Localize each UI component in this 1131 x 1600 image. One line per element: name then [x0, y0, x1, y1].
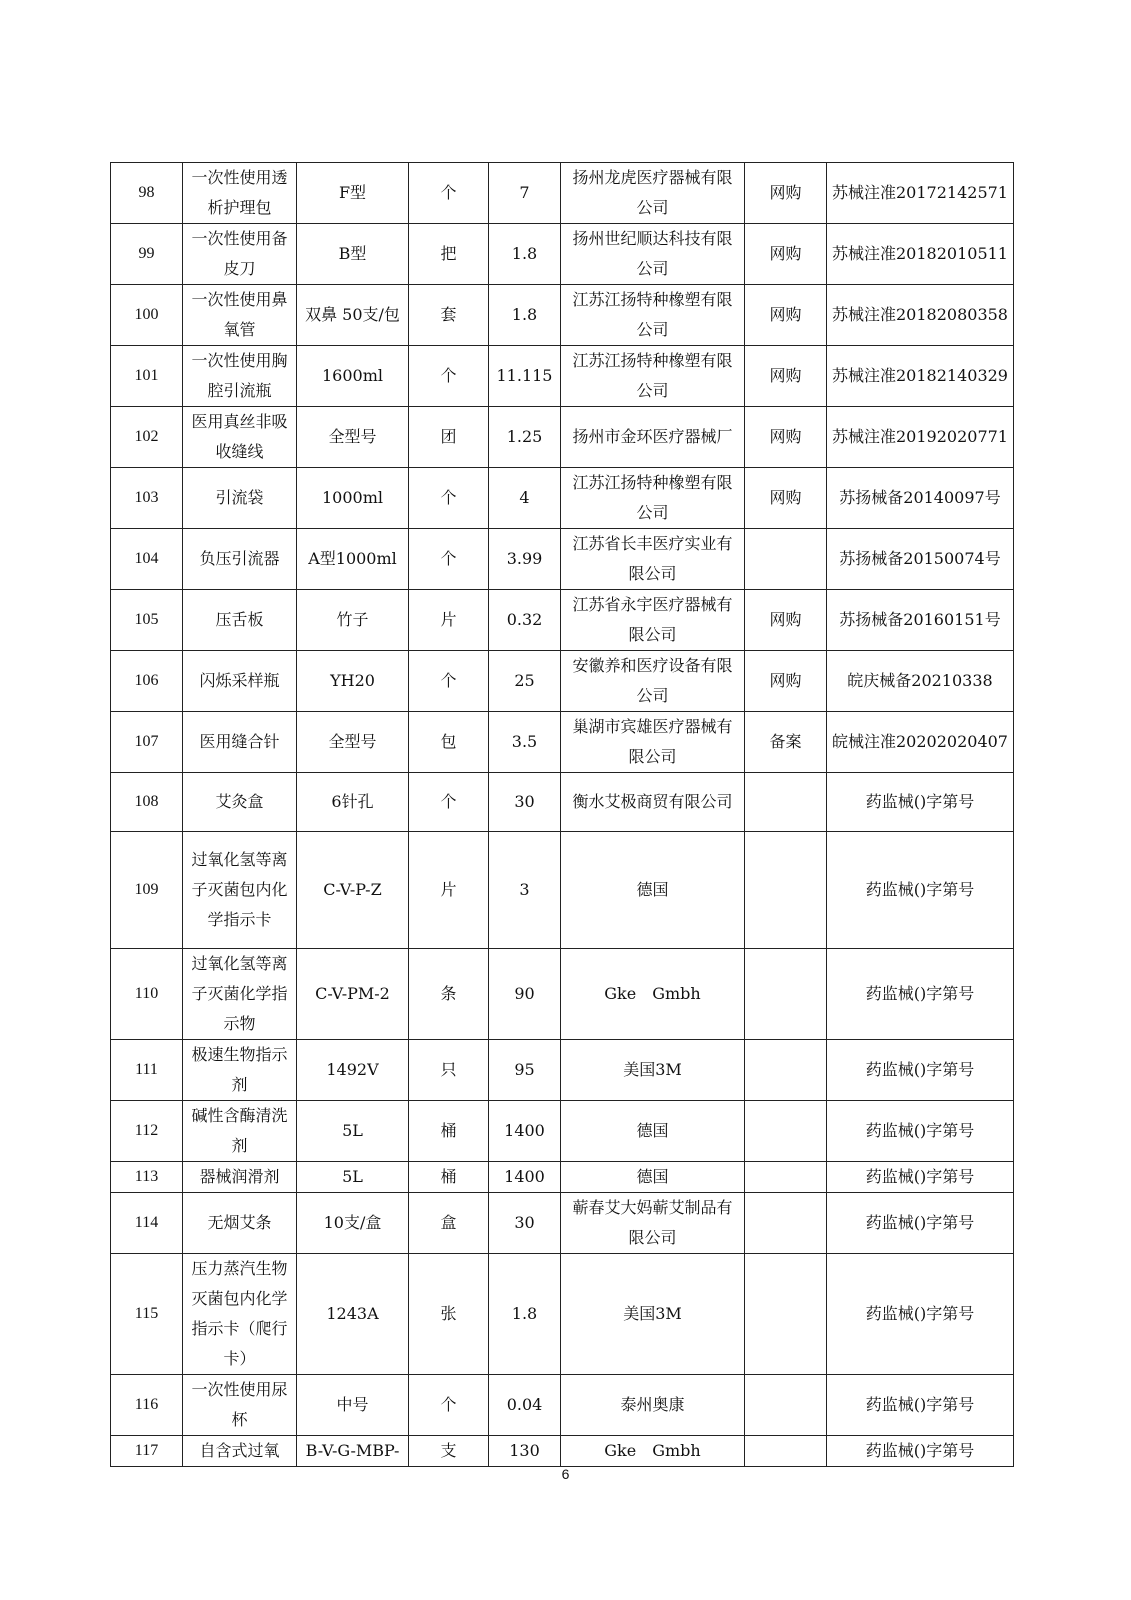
item-price: 11.115 — [489, 346, 561, 407]
item-spec: B型 — [297, 224, 409, 285]
item-unit: 桶 — [409, 1101, 489, 1162]
item-name: 负压引流器 — [183, 529, 297, 590]
item-manufacturer: Gke Gmbh — [561, 949, 745, 1040]
item-channel — [745, 529, 827, 590]
item-price: 30 — [489, 773, 561, 832]
item-name: 自含式过氧 — [183, 1436, 297, 1467]
item-manufacturer: 扬州龙虎医疗器械有限公司 — [561, 163, 745, 224]
item-manufacturer: 扬州世纪顺达科技有限公司 — [561, 224, 745, 285]
item-channel: 网购 — [745, 590, 827, 651]
item-unit: 包 — [409, 712, 489, 773]
item-name: 一次性使用鼻氧管 — [183, 285, 297, 346]
table-row — [111, 346, 1014, 407]
item-registration: 药监械()字第号 — [827, 1162, 1014, 1193]
item-number: 116 — [111, 1375, 183, 1436]
item-unit: 只 — [409, 1040, 489, 1101]
item-manufacturer: 安徽养和医疗设备有限公司 — [561, 651, 745, 712]
item-name: 器械润滑剂 — [183, 1162, 297, 1193]
item-name: 一次性使用备皮刀 — [183, 224, 297, 285]
item-registration: 药监械()字第号 — [827, 949, 1014, 1040]
item-unit: 条 — [409, 949, 489, 1040]
item-name: 极速生物指示剂 — [183, 1040, 297, 1101]
item-channel: 网购 — [745, 224, 827, 285]
item-manufacturer: 美国3M — [561, 1254, 745, 1375]
item-registration: 药监械()字第号 — [827, 1436, 1014, 1467]
item-channel: 网购 — [745, 163, 827, 224]
item-spec: 双鼻 50支/包 — [297, 285, 409, 346]
item-number: 115 — [111, 1254, 183, 1375]
table-row — [111, 1101, 1014, 1162]
item-spec: 1000ml — [297, 468, 409, 529]
item-name: 过氧化氢等离子灭菌包内化学指示卡 — [183, 832, 297, 949]
item-price: 30 — [489, 1193, 561, 1254]
medical-supplies-table — [110, 162, 1014, 1467]
table-row — [111, 712, 1014, 773]
table-row — [111, 773, 1014, 832]
item-price: 1.25 — [489, 407, 561, 468]
item-price: 7 — [489, 163, 561, 224]
item-number: 103 — [111, 468, 183, 529]
table-row — [111, 529, 1014, 590]
item-manufacturer: 扬州市金环医疗器械厂 — [561, 407, 745, 468]
item-price: 0.32 — [489, 590, 561, 651]
table-row — [111, 1436, 1014, 1467]
item-manufacturer: 蕲春艾大妈蕲艾制品有限公司 — [561, 1193, 745, 1254]
item-name: 一次性使用胸腔引流瓶 — [183, 346, 297, 407]
table-row — [111, 1040, 1014, 1101]
item-name: 引流袋 — [183, 468, 297, 529]
item-manufacturer: 美国3M — [561, 1040, 745, 1101]
item-spec: C-V-P-Z — [297, 832, 409, 949]
item-registration: 药监械()字第号 — [827, 832, 1014, 949]
item-registration: 苏械注准20192020771 — [827, 407, 1014, 468]
item-spec: 全型号 — [297, 407, 409, 468]
item-number: 112 — [111, 1101, 183, 1162]
item-name: 闪烁采样瓶 — [183, 651, 297, 712]
item-price: 90 — [489, 949, 561, 1040]
item-channel: 网购 — [745, 468, 827, 529]
item-price: 1400 — [489, 1101, 561, 1162]
item-manufacturer: 泰州奥康 — [561, 1375, 745, 1436]
table-row — [111, 590, 1014, 651]
item-manufacturer: 江苏省永宇医疗器械有限公司 — [561, 590, 745, 651]
item-channel: 网购 — [745, 651, 827, 712]
table-row — [111, 285, 1014, 346]
item-registration: 苏械注准20182140329 — [827, 346, 1014, 407]
item-spec: 6针孔 — [297, 773, 409, 832]
item-channel — [745, 1040, 827, 1101]
item-unit: 个 — [409, 346, 489, 407]
item-registration: 药监械()字第号 — [827, 773, 1014, 832]
item-price: 1.8 — [489, 224, 561, 285]
item-manufacturer: 江苏江扬特种橡塑有限公司 — [561, 285, 745, 346]
item-registration: 苏械注准20172142571 — [827, 163, 1014, 224]
item-spec: 1243A — [297, 1254, 409, 1375]
item-price: 1.8 — [489, 1254, 561, 1375]
item-manufacturer: 德国 — [561, 1162, 745, 1193]
item-registration: 苏扬械备20160151号 — [827, 590, 1014, 651]
item-unit: 个 — [409, 773, 489, 832]
item-channel — [745, 1375, 827, 1436]
item-price: 1400 — [489, 1162, 561, 1193]
item-unit: 桶 — [409, 1162, 489, 1193]
item-unit: 支 — [409, 1436, 489, 1467]
item-number: 110 — [111, 949, 183, 1040]
item-price: 4 — [489, 468, 561, 529]
item-channel: 网购 — [745, 346, 827, 407]
item-channel — [745, 1101, 827, 1162]
item-name: 一次性使用透析护理包 — [183, 163, 297, 224]
item-channel — [745, 773, 827, 832]
item-number: 117 — [111, 1436, 183, 1467]
item-number: 109 — [111, 832, 183, 949]
item-spec: 全型号 — [297, 712, 409, 773]
item-registration: 药监械()字第号 — [827, 1101, 1014, 1162]
item-number: 106 — [111, 651, 183, 712]
item-unit: 套 — [409, 285, 489, 346]
item-channel — [745, 1254, 827, 1375]
table-row — [111, 1193, 1014, 1254]
table-row — [111, 1375, 1014, 1436]
item-manufacturer: 衡水艾极商贸有限公司 — [561, 773, 745, 832]
item-channel: 网购 — [745, 285, 827, 346]
table-row — [111, 1162, 1014, 1193]
item-number: 105 — [111, 590, 183, 651]
table-row — [111, 651, 1014, 712]
item-name: 无烟艾条 — [183, 1193, 297, 1254]
item-manufacturer: 德国 — [561, 1101, 745, 1162]
item-spec: 1492V — [297, 1040, 409, 1101]
table-row — [111, 832, 1014, 949]
item-price: 25 — [489, 651, 561, 712]
item-spec: 竹子 — [297, 590, 409, 651]
item-spec: F型 — [297, 163, 409, 224]
item-price: 3.99 — [489, 529, 561, 590]
item-registration: 药监械()字第号 — [827, 1375, 1014, 1436]
item-price: 0.04 — [489, 1375, 561, 1436]
item-channel — [745, 832, 827, 949]
table-row — [111, 407, 1014, 468]
item-spec: 1600ml — [297, 346, 409, 407]
item-number: 99 — [111, 224, 183, 285]
item-unit: 个 — [409, 651, 489, 712]
item-name: 艾灸盒 — [183, 773, 297, 832]
item-manufacturer: 江苏省长丰医疗实业有限公司 — [561, 529, 745, 590]
item-number: 101 — [111, 346, 183, 407]
item-registration: 皖庆械备20210338 — [827, 651, 1014, 712]
item-spec: A型1000ml — [297, 529, 409, 590]
item-name: 压力蒸汽生物灭菌包内化学指示卡（爬行卡） — [183, 1254, 297, 1375]
page-number: 6 — [561, 1466, 570, 1482]
item-registration: 苏械注准20182080358 — [827, 285, 1014, 346]
item-price: 3 — [489, 832, 561, 949]
item-name: 医用真丝非吸收缝线 — [183, 407, 297, 468]
item-unit: 个 — [409, 529, 489, 590]
item-channel: 备案 — [745, 712, 827, 773]
item-price: 1.8 — [489, 285, 561, 346]
item-registration: 皖械注准20202020407 — [827, 712, 1014, 773]
item-number: 107 — [111, 712, 183, 773]
item-name: 碱性含酶清洗剂 — [183, 1101, 297, 1162]
item-unit: 片 — [409, 832, 489, 949]
item-name: 一次性使用尿杯 — [183, 1375, 297, 1436]
item-price: 130 — [489, 1436, 561, 1467]
item-number: 111 — [111, 1040, 183, 1101]
item-spec: 5L — [297, 1101, 409, 1162]
item-price: 95 — [489, 1040, 561, 1101]
item-spec: 10支/盒 — [297, 1193, 409, 1254]
table-row — [111, 468, 1014, 529]
item-name: 医用缝合针 — [183, 712, 297, 773]
item-number: 108 — [111, 773, 183, 832]
item-unit: 个 — [409, 163, 489, 224]
item-registration: 苏扬械备20150074号 — [827, 529, 1014, 590]
item-unit: 个 — [409, 468, 489, 529]
item-channel: 网购 — [745, 407, 827, 468]
item-channel — [745, 1193, 827, 1254]
item-registration: 药监械()字第号 — [827, 1254, 1014, 1375]
item-spec: 中号 — [297, 1375, 409, 1436]
item-number: 113 — [111, 1162, 183, 1193]
item-channel — [745, 1162, 827, 1193]
table-row — [111, 224, 1014, 285]
table-body — [111, 163, 1014, 1467]
item-name: 过氧化氢等离子灭菌化学指示物 — [183, 949, 297, 1040]
item-spec: 5L — [297, 1162, 409, 1193]
item-unit: 张 — [409, 1254, 489, 1375]
item-registration: 苏扬械备20140097号 — [827, 468, 1014, 529]
item-manufacturer: 江苏江扬特种橡塑有限公司 — [561, 346, 745, 407]
item-manufacturer: 德国 — [561, 832, 745, 949]
item-spec: B-V-G-MBP- — [297, 1436, 409, 1467]
item-number: 102 — [111, 407, 183, 468]
item-unit: 片 — [409, 590, 489, 651]
item-channel — [745, 1436, 827, 1467]
item-number: 100 — [111, 285, 183, 346]
item-manufacturer: Gke Gmbh — [561, 1436, 745, 1467]
item-registration: 药监械()字第号 — [827, 1193, 1014, 1254]
item-name: 压舌板 — [183, 590, 297, 651]
item-registration: 药监械()字第号 — [827, 1040, 1014, 1101]
item-price: 3.5 — [489, 712, 561, 773]
item-unit: 个 — [409, 1375, 489, 1436]
item-number: 98 — [111, 163, 183, 224]
item-number: 104 — [111, 529, 183, 590]
item-spec: C-V-PM-2 — [297, 949, 409, 1040]
item-unit: 把 — [409, 224, 489, 285]
item-registration: 苏械注准20182010511 — [827, 224, 1014, 285]
item-spec: YH20 — [297, 651, 409, 712]
item-channel — [745, 949, 827, 1040]
item-manufacturer: 江苏江扬特种橡塑有限公司 — [561, 468, 745, 529]
item-unit: 团 — [409, 407, 489, 468]
item-unit: 盒 — [409, 1193, 489, 1254]
table-row — [111, 1254, 1014, 1375]
table-row — [111, 949, 1014, 1040]
item-number: 114 — [111, 1193, 183, 1254]
item-manufacturer: 巢湖市宾雄医疗器械有限公司 — [561, 712, 745, 773]
table-row — [111, 163, 1014, 224]
